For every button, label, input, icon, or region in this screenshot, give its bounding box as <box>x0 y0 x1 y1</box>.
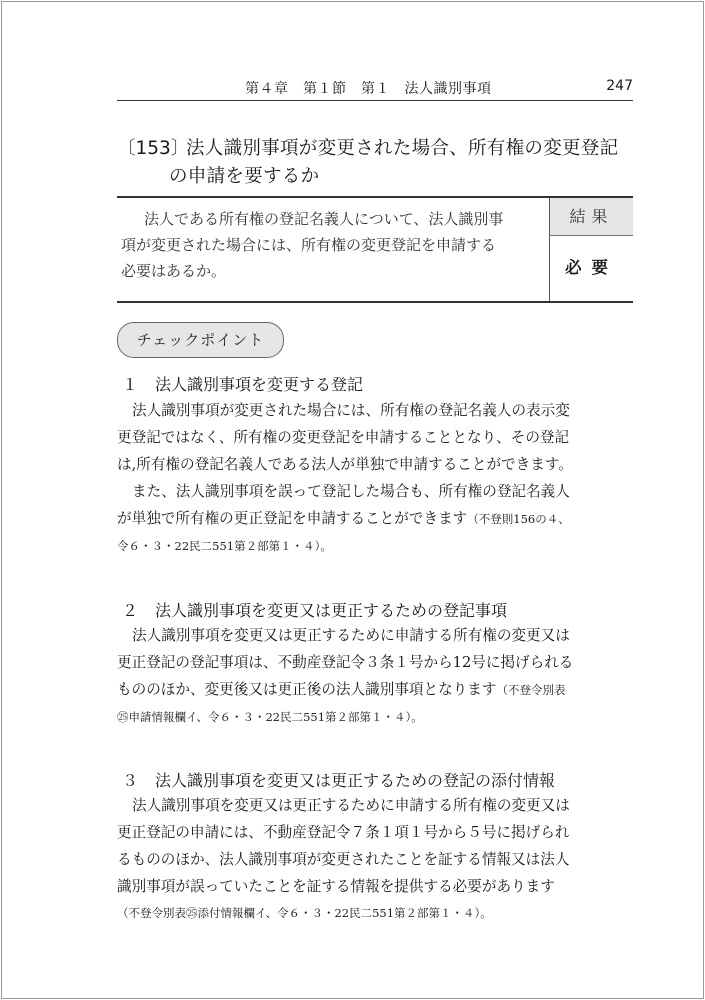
body-line: 更正登記の申請には、不動産登記令７条１項１号から５号に掲げられ <box>117 824 570 841</box>
section-number: ３ <box>122 771 139 790</box>
citation: （不登令別表㉕添付情報欄イ、令６・３・22民二551第２部第１・４）。 <box>117 906 492 920</box>
section-title: 法人識別事項を変更又は更正するための登記事項 <box>155 601 508 620</box>
question-text-line: 項が変更された場合には、所有権の変更登記を申請する <box>121 236 497 254</box>
section-title: 法人識別事項を変更又は更正するための登記の添付情報 <box>155 771 556 790</box>
result-value: 必要 <box>565 258 618 277</box>
page-number: 247 <box>606 78 633 94</box>
question-text-line: 法人である所有権の登記名義人について、法人識別事 <box>144 210 504 228</box>
section-title: 法人識別事項を変更する登記 <box>155 375 364 394</box>
body-line: 更正登記の登記事項は、不動産登記令３条１号から12号に掲げられる <box>117 654 574 671</box>
body-line: もののほか、変更後又は更正後の法人識別事項となります（不登令別表 <box>117 681 566 698</box>
section-heading <box>122 598 507 621</box>
question-text <box>117 206 545 284</box>
section-number: ２ <box>122 601 139 620</box>
body-line: は,所有権の登記名義人である法人が単独で申請することができます。 <box>117 456 573 473</box>
section-body <box>117 792 637 927</box>
question-number: 〔153〕 <box>117 138 190 159</box>
question-box <box>117 196 633 303</box>
result-header: 結果 <box>550 198 633 236</box>
body-line: が単独で所有権の更正登記を申請することができます（不登則156の４、 <box>117 510 570 527</box>
body-line: るもののほか、法人識別事項が変更されたことを証する情報又は法人 <box>117 851 570 868</box>
question-title-line2: の申請を要するか <box>169 166 320 187</box>
section-heading <box>122 372 363 395</box>
section-body <box>117 622 637 731</box>
question-text-line: 必要はあるか。 <box>121 262 227 280</box>
citation: 令６・３・22民二551第２部第１・４）。 <box>117 539 332 553</box>
body-line: また、法人識別事項を誤って登記した場合も、所有権の登記名義人 <box>132 483 570 500</box>
checkpoint-label: チェックポイント <box>117 322 284 358</box>
body-line: 法人識別事項を変更又は更正するために申請する所有権の変更又は <box>132 627 570 644</box>
body-line: 法人識別事項が変更された場合には、所有権の登記名義人の表示変 <box>132 402 570 419</box>
running-header <box>117 76 633 101</box>
citation: （不登令別表 <box>496 683 566 697</box>
body-line: 法人識別事項を変更又は更正するために申請する所有権の変更又は <box>132 797 570 814</box>
section-number: １ <box>122 375 139 394</box>
chapter-title: 第４章 第１節 第１ 法人識別事項 <box>245 81 492 97</box>
section-body <box>117 397 637 560</box>
citation: （不登則156の４、 <box>467 512 570 526</box>
body-line: 識別事項が誤っていたことを証する情報を提供する必要があります <box>117 878 555 895</box>
question-title-line1: 法人識別事項が変更された場合、所有権の変更登記 <box>186 138 619 159</box>
citation: ㉕申請情報欄イ、令６・３・22民二551第２部第１・４）。 <box>117 710 423 724</box>
section-heading <box>122 768 555 791</box>
body-line: 更登記ではなく、所有権の変更登記を申請することとなり、その登記 <box>117 429 570 446</box>
